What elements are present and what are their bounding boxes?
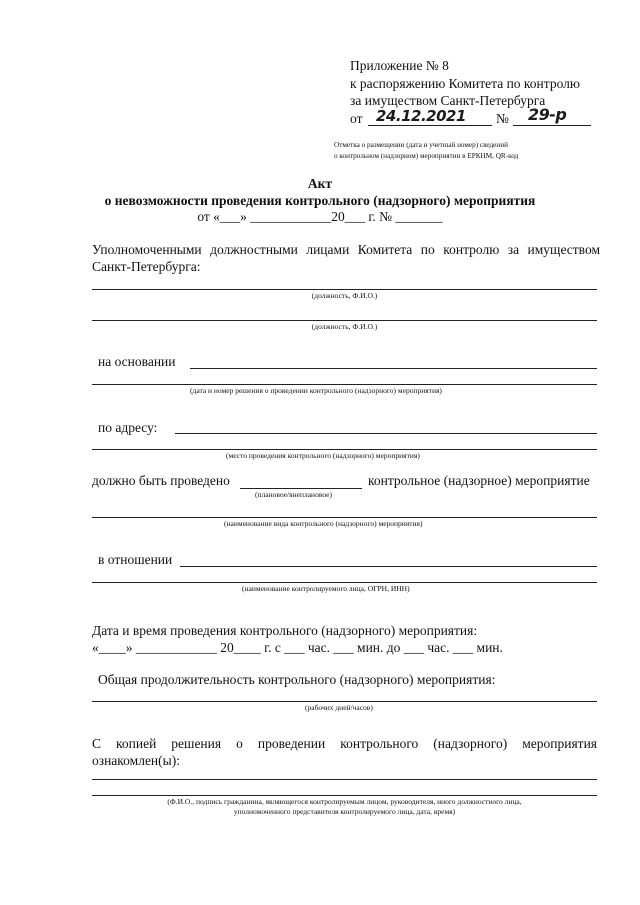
basis-line-2 xyxy=(92,384,597,385)
handwritten-date: 24.12.2021 xyxy=(376,107,466,125)
regarding-label: в отношении xyxy=(98,552,173,567)
position-caption-2: (должность, Ф.И.О.) xyxy=(311,322,378,331)
position-line-2 xyxy=(92,320,597,321)
position-caption-1: (должность, Ф.И.О.) xyxy=(311,291,378,300)
type-line xyxy=(92,517,597,518)
act-subtitle: о невозможности проведения контрольного (надзорного) мероприятия xyxy=(104,193,536,208)
duration-line xyxy=(92,701,597,702)
date-underline xyxy=(368,125,492,126)
duration-caption: (рабочих дней/часов) xyxy=(305,703,373,712)
regarding-line xyxy=(180,566,597,567)
copy-acknowledgement-text: С копией решения о проведении контрольного (надзорного) мероприятия ознакомлен(ы): xyxy=(92,736,597,768)
basis-label: на основании xyxy=(98,354,176,369)
act-title: Акт xyxy=(307,176,333,191)
authorized-persons-text: Уполномоченными должностными лицами Комитета по контролю за имуществом Санкт-Петербурга: xyxy=(92,242,600,274)
appendix-order-line: к распоряжению Комитета по контролю xyxy=(350,76,580,91)
handwritten-number: 29-р xyxy=(528,105,567,124)
registry-note-line1: Отметка о размещении (дата и учетный номер) сведений xyxy=(334,141,508,149)
act-date-number-line: от «___» ____________20___ г. № _______ xyxy=(197,209,443,224)
datetime-value: «____» ____________ 20____ г. с ___ час. ___ мин. до ___ час. ___ мин. xyxy=(92,640,503,655)
date-prefix: от xyxy=(350,111,363,126)
address-caption: (место проведения контрольного (надзорного) мероприятия) xyxy=(226,451,420,460)
type-caption: (наименование вида контрольного (надзорного) мероприятия) xyxy=(224,519,423,528)
regarding-caption: (наименование контролируемого лица, ОГРН, ИНН) xyxy=(242,584,410,593)
registry-note-line2: о контрольном (надзорном) мероприятии в ЕРКНМ, QR-код xyxy=(334,152,519,160)
planned-caption: (плановое/внеплановое) xyxy=(255,490,332,499)
signature-line-2 xyxy=(92,795,597,796)
signature-caption-line1: (Ф.И.О., подпись гражданина, являющегося контролируемым лицом, руководителя, иного должностного лица, xyxy=(167,797,522,806)
duration-label: Общая продолжительность контрольного (надзорного) мероприятия: xyxy=(98,672,496,687)
number-underline xyxy=(513,125,591,126)
basis-line xyxy=(190,368,597,369)
datetime-label: Дата и время проведения контрольного (надзорного) мероприятия: xyxy=(92,623,478,638)
should-conduct-suffix: контрольное (надзорное) мероприятие xyxy=(368,473,590,488)
should-conduct-label: должно быть проведено xyxy=(92,473,230,488)
signature-caption-line2: уполномоченного представителя контролируемого лица, дата, время) xyxy=(233,807,456,816)
address-label: по адресу: xyxy=(98,420,158,435)
address-line-2 xyxy=(92,449,597,450)
regarding-line-2 xyxy=(92,582,597,583)
appendix-number: Приложение № 8 xyxy=(350,58,449,73)
planned-line xyxy=(240,488,362,489)
basis-caption: (дата и номер решения о проведении контрольного (надзорного) мероприятия) xyxy=(190,386,442,395)
appendix-committee-line: за имуществом Санкт-Петербурга xyxy=(350,93,546,108)
signature-line-1 xyxy=(92,779,597,780)
number-prefix: № xyxy=(496,111,509,126)
position-line-1 xyxy=(92,289,597,290)
address-line xyxy=(175,433,597,434)
